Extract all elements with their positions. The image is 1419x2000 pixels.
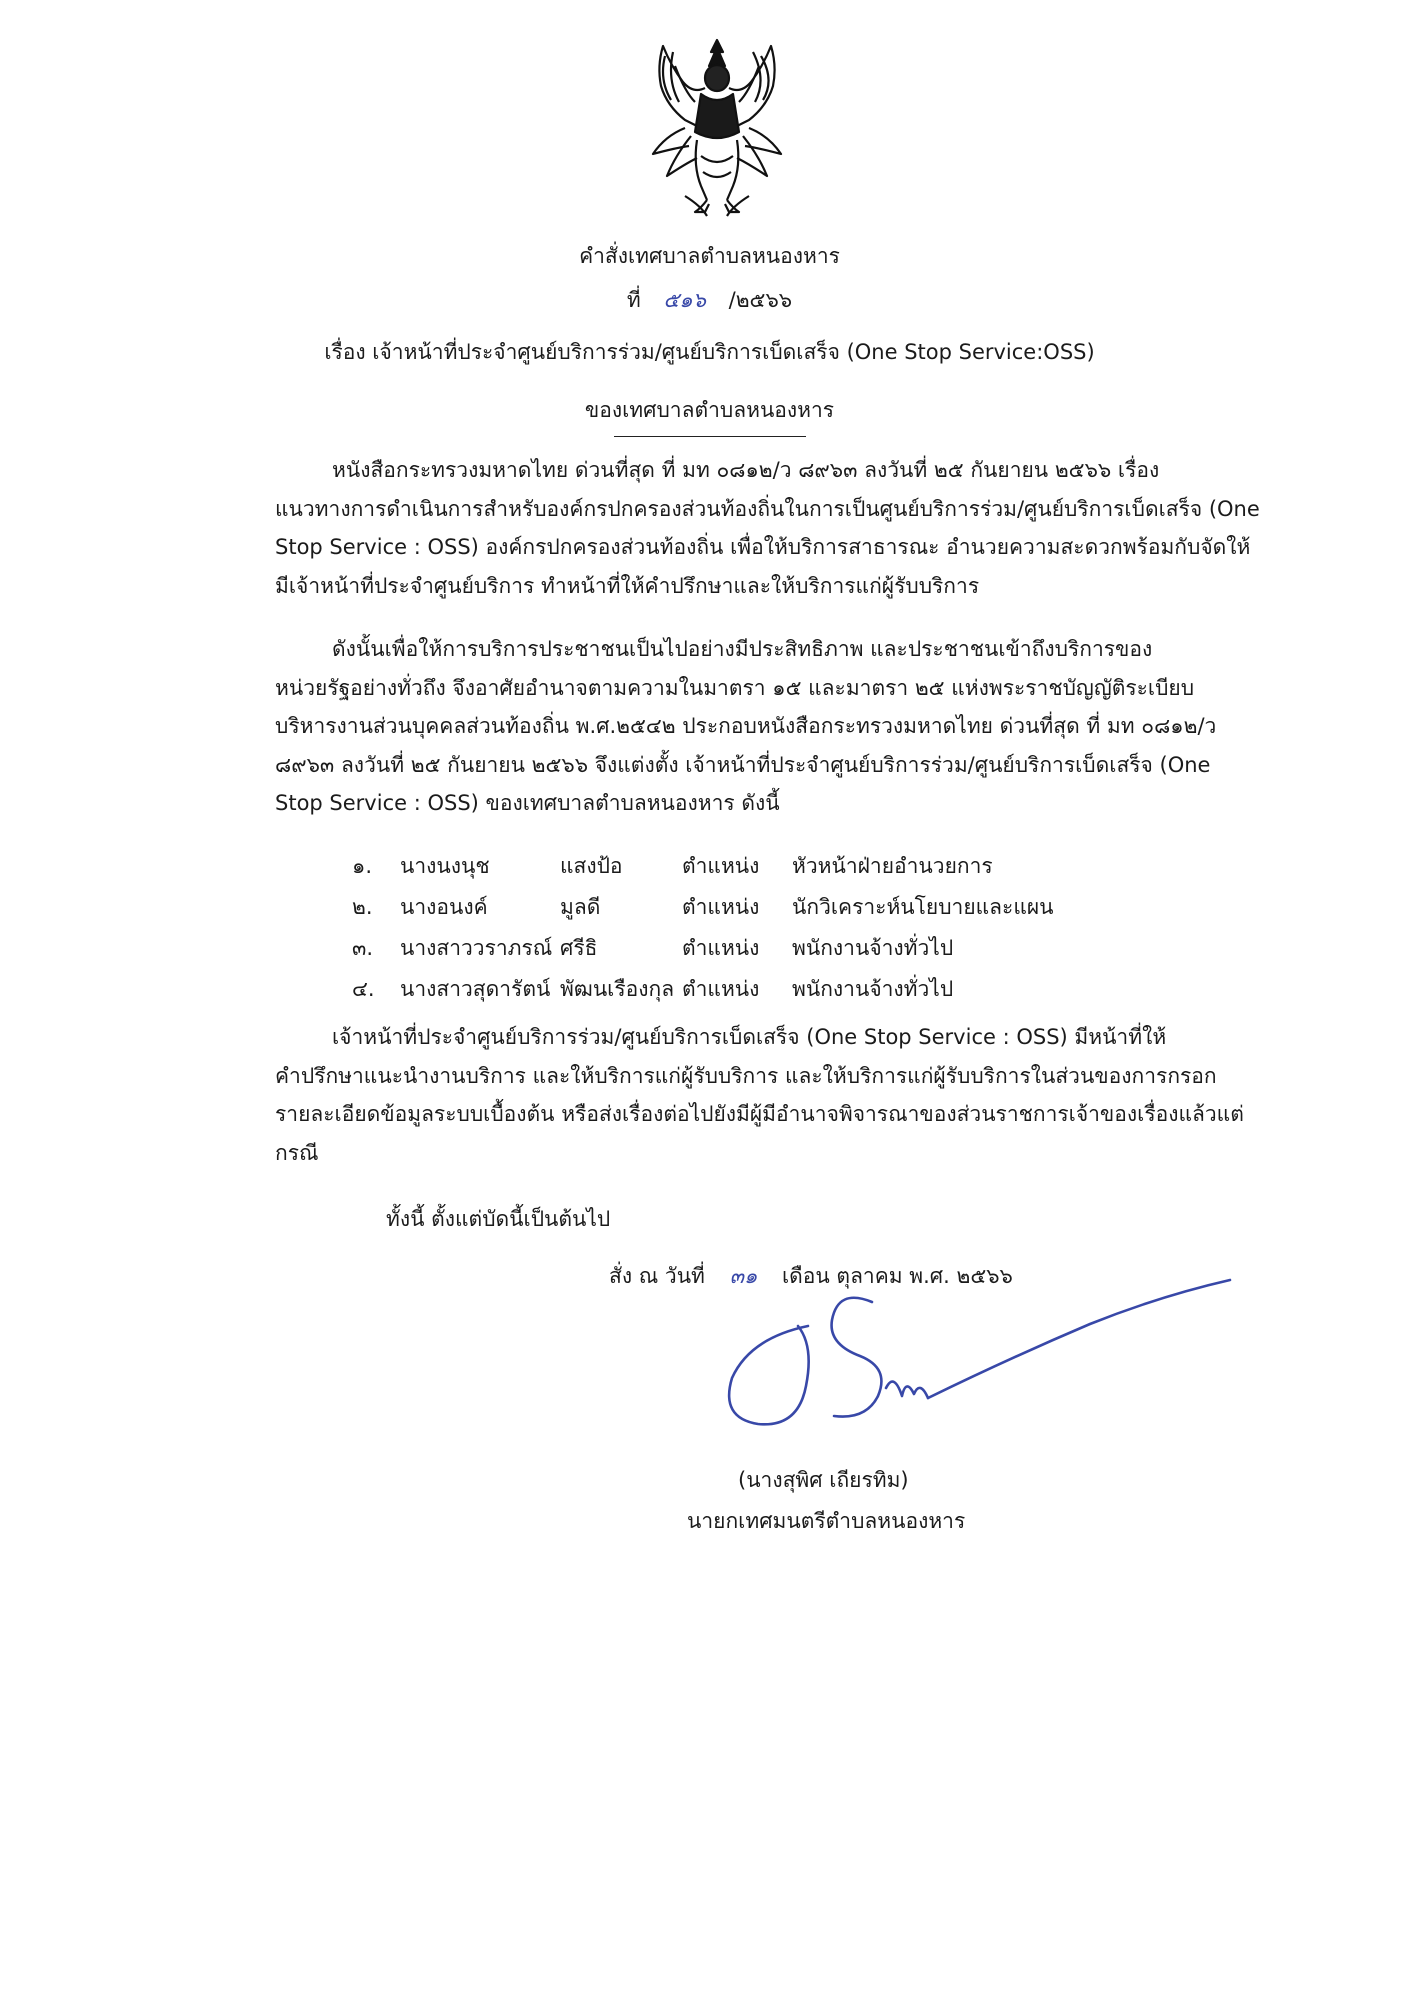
garuda-emblem-icon bbox=[645, 36, 790, 221]
member-title: พนักงานจ้างทั่วไป bbox=[792, 977, 954, 1001]
order-prefix: ที่ bbox=[626, 288, 641, 312]
member-surname: ศรีธิ bbox=[560, 936, 598, 960]
date-prefix: สั่ง ณ วันที่ bbox=[609, 1264, 705, 1288]
member-position-label: ตำแหน่ง bbox=[682, 895, 760, 919]
member-name: นางอนงค์ bbox=[400, 895, 488, 919]
handwritten-order-number: ๕๑๖ bbox=[663, 288, 706, 312]
paragraph-appointment bbox=[275, 630, 1271, 823]
paragraph-line: คำปรึกษาแนะนำงานบริการ และให้บริการแก่ผู้รับบริการ และให้บริการแก่ผู้รับบริการในส่วนของการกรอก bbox=[275, 1063, 1217, 1088]
member-number: ๒. bbox=[352, 895, 373, 919]
subject-line-continued: ของเทศบาลตำบลหนองหาร bbox=[584, 398, 835, 422]
title-divider bbox=[614, 436, 806, 437]
member-number: ๓. bbox=[352, 936, 374, 960]
paragraph-line: Stop Service : OSS) ของเทศบาลตำบลหนองหาร ดังนี้ bbox=[275, 791, 780, 815]
effective-date-statement: ทั้งนี้ ตั้งแต่บัดนี้เป็นต้นไป bbox=[386, 1207, 611, 1231]
member-position-label: ตำแหน่ง bbox=[682, 977, 760, 1001]
paragraph-line: เจ้าหน้าที่ประจำศูนย์บริการร่วม/ศูนย์บริการเบ็ดเสร็จ (One Stop Service : OSS) มีหน้าที่ให้ bbox=[332, 1025, 1167, 1049]
paragraph-line: ๘๙๖๓ ลงวันที่ ๒๕ กันยายน ๒๕๖๖ จึงแต่งตั้ง เจ้าหน้าที่ประจำศูนย์บริการร่วม/ศูนย์บริการเบ็ดเสร็จ (One bbox=[275, 752, 1211, 777]
member-name: นางนงนุช bbox=[400, 854, 490, 878]
date-suffix: เดือน ตุลาคม พ.ศ. ๒๕๖๖ bbox=[781, 1264, 1013, 1288]
signature-icon bbox=[710, 1268, 1250, 1448]
member-title: พนักงานจ้างทั่วไป bbox=[792, 936, 954, 960]
member-number: ๑. bbox=[352, 854, 373, 878]
paragraph-reference bbox=[275, 451, 1271, 605]
member-position-label: ตำแหน่ง bbox=[682, 936, 760, 960]
member-number: ๔. bbox=[352, 977, 375, 1001]
member-position-label: ตำแหน่ง bbox=[682, 854, 760, 878]
paragraph-duties bbox=[275, 1018, 1271, 1172]
member-surname: มูลดี bbox=[560, 895, 601, 919]
subject-line: เรื่อง เจ้าหน้าที่ประจำศูนย์บริการร่วม/ศูนย์บริการเบ็ดเสร็จ (One Stop Service:OSS) bbox=[324, 340, 1095, 364]
paragraph-line: หน่วยรัฐอย่างทั่วถึง จึงอาศัยอำนาจตามความในมาตรา ๑๕ และมาตรา ๒๕ แห่งพระราชบัญญัติระเบียบ bbox=[275, 675, 1195, 700]
member-surname: แสงป้อ bbox=[560, 854, 623, 878]
member-title: นักวิเคราะห์นโยบายและแผน bbox=[792, 895, 1054, 919]
paragraph-line: แนวทางการดำเนินการสำหรับองค์กรปกครองส่วนท้องถิ่นในการเป็นศูนย์บริการร่วม/ศูนย์บริการเบ็ดเสร็จ (One bbox=[275, 496, 1260, 521]
document-title: คำสั่งเทศบาลตำบลหนองหาร bbox=[579, 244, 840, 268]
handwritten-day: ๓๑ bbox=[729, 1264, 758, 1288]
paragraph-line: รายละเอียดข้อมูลระบบเบื้องต้น หรือส่งเรื่องต่อไปยังมีผู้มีอำนาจพิจารณาของส่วนราชการเจ้าของเรื่องแล้วแต่ bbox=[275, 1102, 1244, 1126]
member-title: หัวหน้าฝ่ายอำนวยการ bbox=[792, 854, 993, 878]
member-surname: พัฒนเรืองกุล bbox=[560, 977, 675, 1001]
paragraph-line: ดังนั้นเพื่อให้การบริการประชาชนเป็นไปอย่างมีประสิทธิภาพ และประชาชนเข้าถึงบริการของ bbox=[332, 637, 1153, 661]
signer-name: (นางสุพิศ เถียรทิม) bbox=[738, 1468, 909, 1492]
paragraph-line: หนังสือกระทรวงมหาดไทย ด่วนที่สุด ที่ มท ๐๘๑๒/ว ๘๙๖๓ ลงวันที่ ๒๕ กันยายน ๒๕๖๖ เรื่อง bbox=[332, 458, 1160, 482]
paragraph-line: Stop Service : OSS) องค์กรปกครองส่วนท้องถิ่น เพื่อให้บริการสาธารณะ อำนวยความสะดวกพร้อมกับจัดให้ bbox=[275, 535, 1251, 559]
order-number-line bbox=[0, 284, 1419, 317]
paragraph-line: บริหารงานส่วนบุคคลส่วนท้องถิ่น พ.ศ.๒๕๔๒ ประกอบหนังสือกระทรวงมหาดไทย ด่วนที่สุด ที่ มท ๐๘๑๒/ว bbox=[275, 714, 1217, 738]
member-name: นางสาววราภรณ์ bbox=[400, 936, 553, 960]
signer-title: นายกเทศมนตรีตำบลหนองหาร bbox=[687, 1509, 966, 1533]
paragraph-line: มีเจ้าหน้าที่ประจำศูนย์บริการ ทำหน้าที่ให้คำปรึกษาและให้บริการแก่ผู้รับบริการ bbox=[275, 573, 980, 598]
paragraph-line: กรณี bbox=[275, 1140, 319, 1165]
member-name: นางสาวสุดารัตน์ bbox=[400, 977, 551, 1001]
order-year: /๒๕๖๖ bbox=[728, 288, 793, 312]
